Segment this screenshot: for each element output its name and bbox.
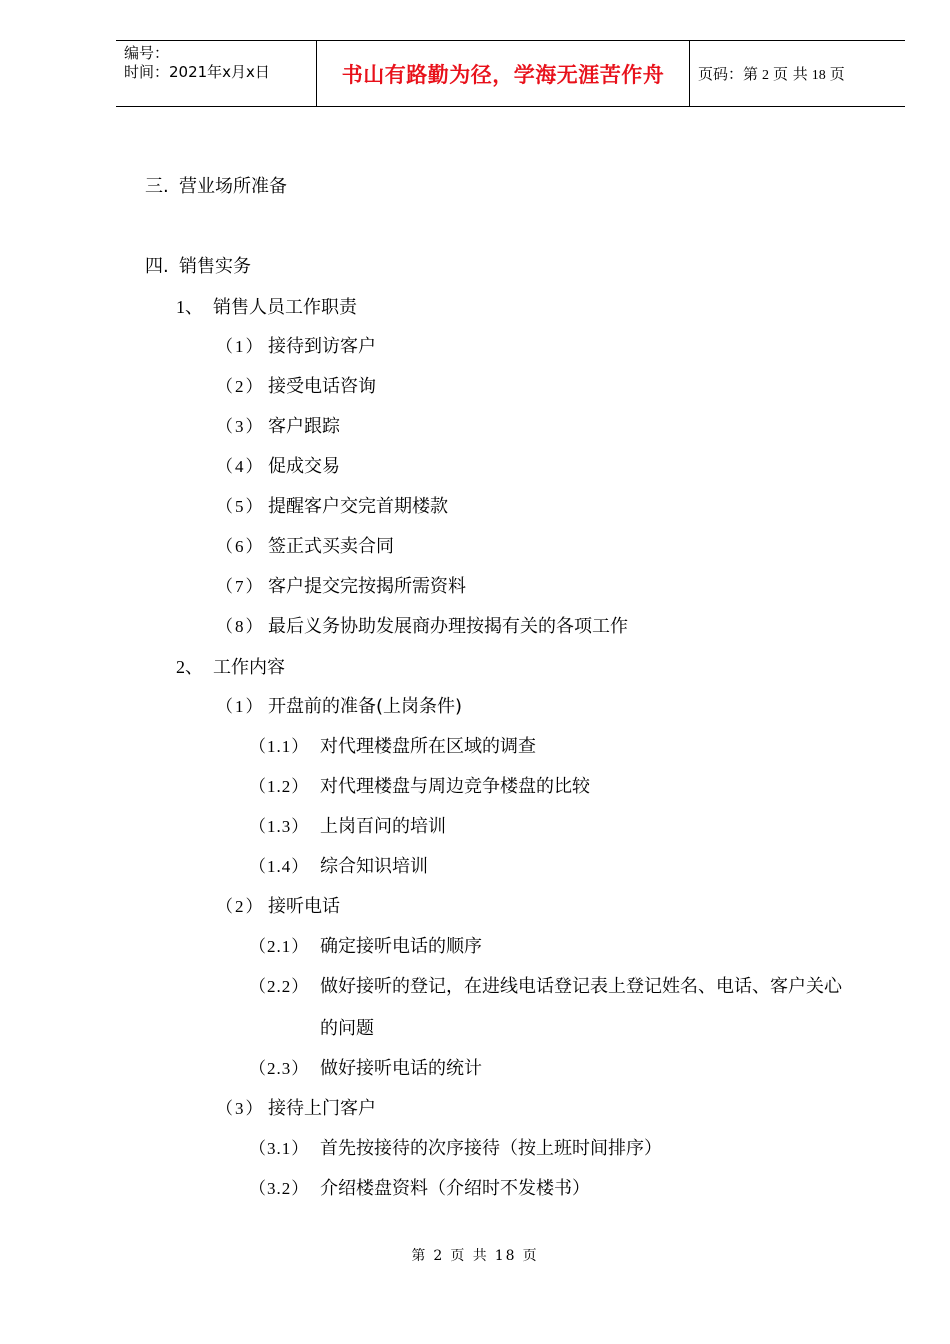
header-motto: 书山有路勤为径，学海无涯苦作舟	[341, 62, 665, 87]
sub-list-item	[249, 975, 842, 999]
line-label: （8）	[216, 617, 265, 636]
line-label: （2.1）	[249, 937, 310, 956]
line-text: 接听电话	[268, 896, 340, 917]
list-item	[216, 455, 340, 479]
line-label: （3.1）	[249, 1139, 310, 1158]
sub-list-item	[249, 775, 590, 799]
line-text: 签正式买卖合同	[268, 536, 394, 557]
section-heading	[145, 175, 287, 199]
header-page-total: 18	[811, 68, 826, 83]
time-label: 时间：2021年x月x日	[124, 63, 270, 81]
list-item	[216, 495, 448, 519]
line-text: 确定接听电话的顺序	[320, 936, 482, 957]
document-header	[116, 40, 905, 107]
line-text: 最后义务协助发展商办理按揭有关的各项工作	[268, 616, 628, 637]
line-text: 接待上门客户	[268, 1098, 376, 1119]
line-text: 客户提交完按揭所需资料	[268, 576, 466, 597]
list-item	[216, 375, 376, 399]
list-item	[216, 615, 628, 639]
line-text: 开盘前的准备(上岗条件)	[268, 696, 463, 717]
line-label: （5）	[216, 497, 265, 516]
line-label: （4）	[216, 457, 265, 476]
footer-prefix: 第	[411, 1248, 428, 1264]
sub-list-item	[249, 1177, 590, 1201]
list-item	[216, 415, 340, 439]
line-text: 营业场所准备	[179, 176, 287, 197]
line-label: （1.2）	[249, 777, 310, 796]
line-text: 做好接听电话的统计	[320, 1058, 482, 1079]
page-footer	[0, 1245, 950, 1265]
line-label: （2.3）	[249, 1059, 310, 1078]
line-text: 对代理楼盘与周边竞争楼盘的比较	[320, 776, 590, 797]
line-label: （1）	[216, 337, 265, 356]
line-label: （3.2）	[249, 1179, 310, 1198]
line-text: 对代理楼盘所在区域的调查	[320, 736, 536, 757]
line-label: （2）	[216, 377, 265, 396]
line-label: （6）	[216, 537, 265, 556]
subsection-heading	[176, 655, 285, 680]
header-page-mid: 页 共	[773, 65, 808, 83]
header-page-cell	[690, 41, 905, 106]
sub-list-item	[249, 855, 428, 879]
line-text: 接待到访客户	[268, 336, 376, 357]
section-heading	[145, 255, 251, 279]
line-text: 促成交易	[268, 456, 340, 477]
line-text: 综合知识培训	[320, 856, 428, 877]
line-label: （1.3）	[249, 817, 310, 836]
footer-suffix: 页	[522, 1248, 539, 1264]
list-item	[216, 895, 340, 919]
line-label: 三.	[145, 176, 169, 197]
line-text: 介绍楼盘资料（介绍时不发楼书）	[320, 1178, 590, 1199]
line-text: 做好接听的登记，在进线电话登记表上登记姓名、电话、客户关心	[320, 976, 842, 997]
footer-mid: 页 共	[450, 1248, 489, 1264]
line-label: （2.2）	[249, 977, 310, 996]
list-item	[216, 1097, 376, 1121]
sub-list-item	[249, 735, 536, 759]
sub-list-item	[249, 1137, 662, 1161]
line-label: 四.	[145, 256, 169, 277]
header-meta-cell	[116, 41, 316, 106]
footer-current: 2	[433, 1248, 445, 1264]
line-text: 的问题	[320, 1018, 374, 1039]
list-item	[216, 335, 376, 359]
line-label: 1、	[176, 297, 203, 317]
subsection-heading	[176, 295, 357, 320]
line-text: 上岗百问的培训	[320, 816, 446, 837]
sub-list-item	[249, 935, 482, 959]
line-text: 接受电话咨询	[268, 376, 376, 397]
line-label: （1）	[216, 697, 265, 716]
sub-list-item	[249, 815, 446, 839]
sub-list-item-continuation	[249, 1017, 374, 1041]
line-label: （3）	[216, 417, 265, 436]
header-page-current: 2	[762, 68, 770, 83]
header-motto-cell	[316, 41, 690, 106]
line-label: （2）	[216, 897, 265, 916]
header-page-suffix: 页	[829, 65, 845, 83]
line-label: （3）	[216, 1099, 265, 1118]
line-text: 首先按接待的次序接待（按上班时间排序）	[320, 1138, 662, 1159]
line-text: 销售实务	[179, 256, 251, 277]
header-page-info	[698, 63, 845, 84]
line-text: 客户跟踪	[268, 416, 340, 437]
line-text: 销售人员工作职责	[213, 297, 357, 318]
list-item	[216, 535, 394, 559]
line-label: 2、	[176, 657, 203, 677]
line-text: 提醒客户交完首期楼款	[268, 496, 448, 517]
sub-list-item	[249, 1057, 482, 1081]
footer-total: 18	[494, 1248, 517, 1264]
serial-label: 编号：	[124, 44, 170, 62]
header-page-prefix: 页码：第	[698, 65, 759, 83]
list-item	[216, 575, 466, 599]
line-label: （7）	[216, 577, 265, 596]
list-item	[216, 695, 462, 719]
line-label: （1.1）	[249, 737, 310, 756]
line-label: （1.4）	[249, 857, 310, 876]
line-text: 工作内容	[213, 657, 285, 678]
